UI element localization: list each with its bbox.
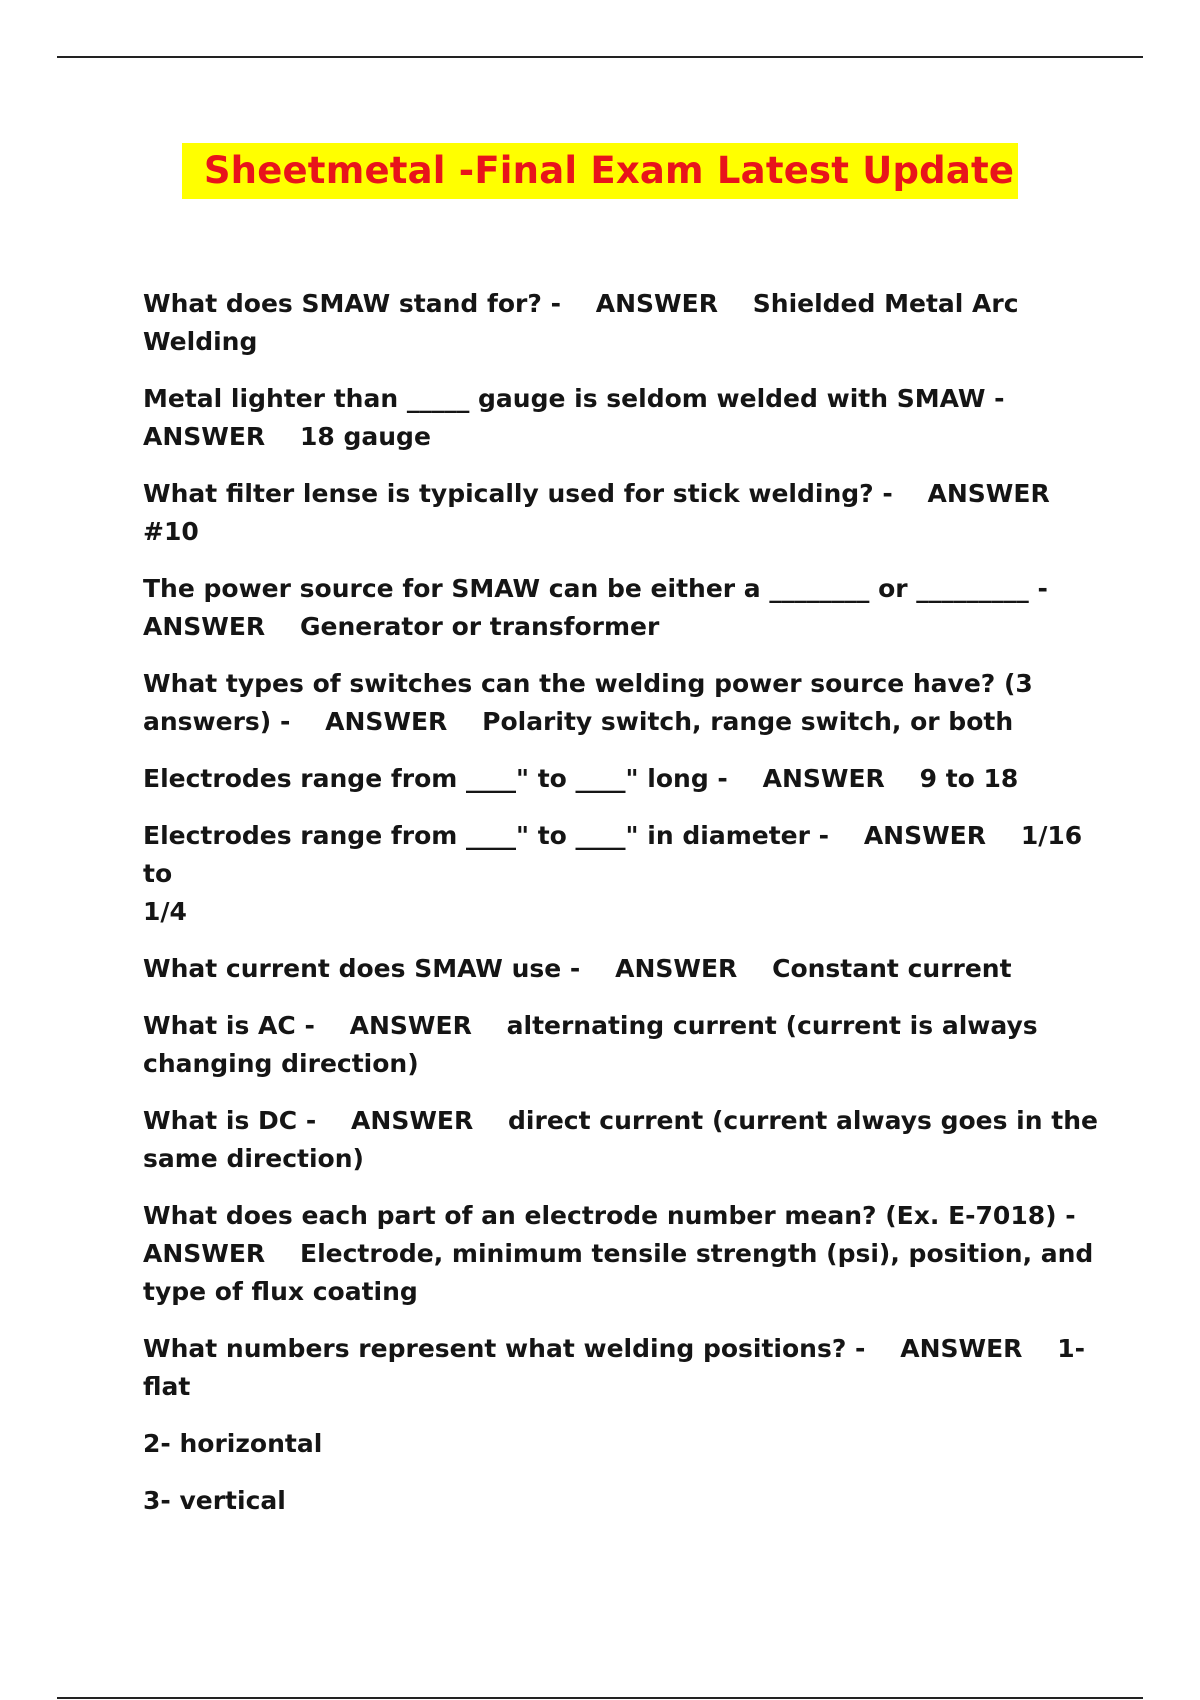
bottom-rule (57, 1697, 1143, 1699)
qa-paragraph: Electrodes range from ____" to ____" in diameter - ANSWER 1/16 to 1/4 (143, 821, 1083, 926)
qa-paragraph: 3- vertical (143, 1486, 286, 1515)
qa-paragraph: What current does SMAW use - ANSWER Constant current (143, 954, 1012, 983)
qa-paragraph: What is DC - ANSWER direct current (current always goes in the same direction) (143, 1106, 1098, 1173)
qa-paragraph: What does each part of an electrode number mean? (Ex. E-7018) - ANSWER Electrode, minimum tensile strength (psi), position, and type of flux coating (143, 1201, 1094, 1306)
qa-paragraph: What is AC - ANSWER alternating current (current is always changing direction) (143, 1011, 1038, 1078)
qa-paragraph: Electrodes range from ____" to ____" long - ANSWER 9 to 18 (143, 764, 1019, 793)
qa-paragraph: The power source for SMAW can be either a ________ or _________ - ANSWER Generator or transformer (143, 574, 1048, 641)
qa-paragraph: What numbers represent what welding positions? - ANSWER 1- flat (143, 1334, 1086, 1401)
top-rule (57, 56, 1143, 58)
qa-paragraph: 2- horizontal (143, 1429, 323, 1458)
qa-paragraph: What types of switches can the welding power source have? (3 answers) - ANSWER Polarity switch, range switch, or both (143, 669, 1033, 736)
qa-paragraph: Metal lighter than _____ gauge is seldom welded with SMAW - ANSWER 18 gauge (143, 384, 1005, 451)
document-title: Sheetmetal -Final Exam Latest Update (182, 143, 1018, 199)
qa-content (143, 285, 1103, 1539)
qa-paragraph: What filter lense is typically used for stick welding? - ANSWER #10 (143, 479, 1085, 546)
qa-paragraph: What does SMAW stand for? - ANSWER Shielded Metal Arc Welding (143, 289, 1019, 356)
title-container (0, 143, 1200, 199)
